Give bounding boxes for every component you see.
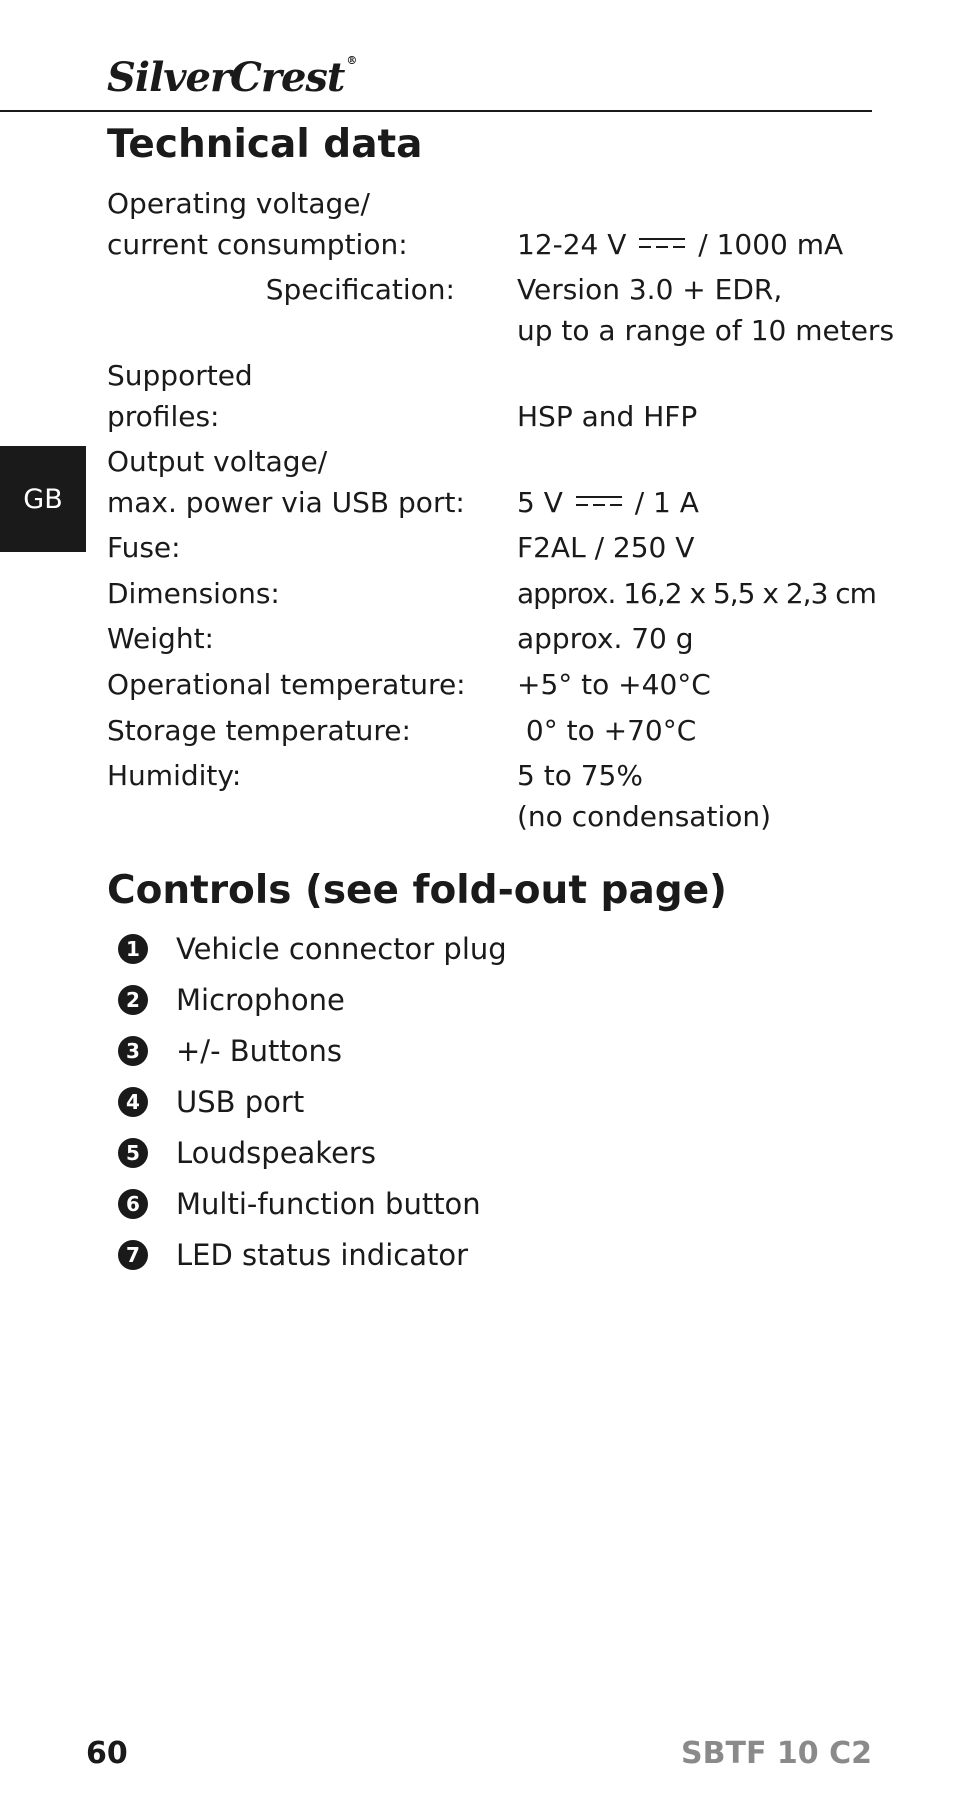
number-badge-icon: 2 [118, 985, 148, 1015]
brand-name: SilverCrest [107, 54, 345, 101]
spec-label: Operational temperature: [107, 668, 466, 701]
technical-data-heading: Technical data [107, 122, 423, 167]
spec-value: 5 to 75% [517, 759, 643, 792]
control-label: Microphone [176, 983, 345, 1017]
header-rule [0, 110, 872, 112]
spec-label: Humidity: [107, 759, 242, 792]
language-tab-label: GB [23, 483, 63, 515]
dc-current-symbol [639, 236, 685, 252]
spec-label: Supported [107, 359, 253, 392]
control-label: Vehicle connector plug [176, 932, 507, 966]
spec-value [517, 225, 843, 265]
control-label: +/- Buttons [176, 1034, 342, 1068]
model-number: SBTF 10 C2 [681, 1736, 872, 1771]
spec-label: current consumption: [107, 228, 408, 261]
control-item [118, 1230, 468, 1280]
spec-value: (no condensation) [517, 800, 772, 833]
control-item [118, 1026, 342, 1076]
value-text: / 1 A [634, 486, 699, 519]
control-item [118, 1077, 304, 1127]
page-number: 60 [86, 1736, 128, 1771]
number-badge-icon: 6 [118, 1189, 148, 1219]
spec-value: 0° to +70°C [517, 714, 697, 747]
spec-label: Specification: [265, 273, 455, 306]
control-item [118, 924, 507, 974]
number-badge-icon: 3 [118, 1036, 148, 1066]
spec-label: Storage temperature: [107, 714, 411, 747]
spec-value: approx. 70 g [517, 622, 694, 655]
spec-label: Fuse: [107, 531, 181, 564]
spec-label: profiles: [107, 400, 220, 433]
control-label: USB port [176, 1085, 305, 1119]
spec-value: Version 3.0 + EDR, [517, 273, 783, 306]
spec-value: HSP and HFP [517, 400, 698, 433]
number-badge-icon: 5 [118, 1138, 148, 1168]
control-label: LED status indicator [176, 1238, 469, 1272]
registered-mark: ® [346, 54, 357, 67]
control-label: Multi-function button [176, 1187, 481, 1221]
spec-label: Operating voltage/ [107, 187, 370, 220]
control-item [118, 1179, 481, 1229]
spec-value: approx. 16,2 x 5,5 x 2,3 cm [517, 577, 876, 610]
spec-label: Weight: [107, 622, 214, 655]
spec-value: +5° to +40°C [517, 668, 711, 701]
language-tab [0, 446, 86, 552]
control-item [118, 1128, 376, 1178]
value-text: / 1000 mA [698, 228, 844, 261]
brand-logo [107, 54, 356, 101]
number-badge-icon: 4 [118, 1087, 148, 1117]
number-badge-icon: 1 [118, 934, 148, 964]
spec-label: max. power via USB port: [107, 486, 465, 519]
value-text: 5 V [517, 486, 563, 519]
spec-value [517, 483, 699, 523]
control-item [118, 975, 345, 1025]
spec-label: Dimensions: [107, 577, 280, 610]
spec-label: Output voltage/ [107, 445, 328, 478]
spec-value: F2AL / 250 V [517, 531, 695, 564]
dc-current-symbol [576, 494, 622, 510]
spec-value: up to a range of 10 meters [517, 314, 895, 347]
control-label: Loudspeakers [176, 1136, 376, 1170]
number-badge-icon: 7 [118, 1240, 148, 1270]
controls-heading: Controls (see fold-out page) [107, 868, 727, 913]
value-text: 12-24 V [517, 228, 627, 261]
